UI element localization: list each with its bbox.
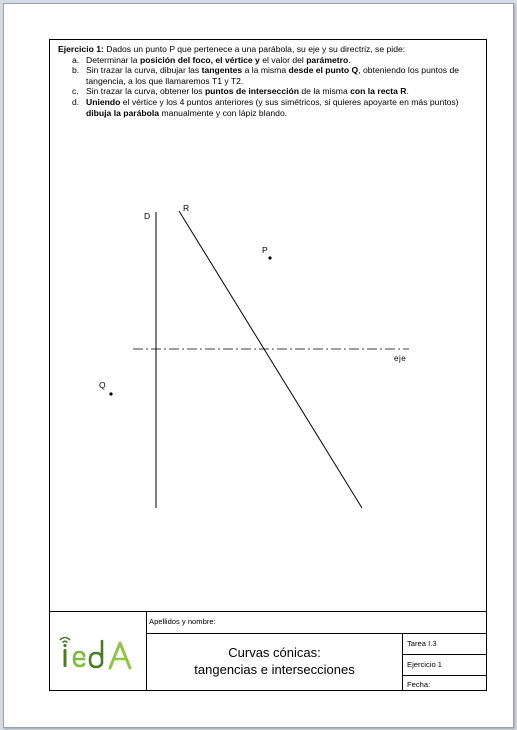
title-block-row-rule-2 (402, 675, 487, 676)
exercise-item-emphasis: desde el punto Q (288, 65, 359, 76)
exercise-item-emphasis: puntos de intersección (204, 86, 300, 97)
exercise-item-emphasis: posición del foco, el vértice y (139, 54, 260, 65)
exercise-item-letter: a. (72, 54, 80, 65)
exercise-item-text: Determinar la (86, 54, 140, 65)
exercise-item-letter: d. (72, 96, 80, 107)
exercise-item-text: , obteniendo los puntos de tangencia, a los que llamaremos T1 y T2. (86, 65, 460, 86)
exercise-item-text: . (348, 54, 351, 65)
exercise-item-letter: b. (72, 65, 80, 76)
axis-label: eje (394, 354, 407, 363)
exercise-item-text: Sin trazar la curva, obtener los (86, 86, 205, 97)
exercise-item-letter: c. (72, 86, 79, 97)
date-field: Fecha: (407, 680, 431, 689)
exercise-item-emphasis: Uniendo (86, 96, 121, 107)
exercise-item-text: manualmente y con lápiz blando. (159, 107, 288, 118)
exercise-heading: Ejercicio 1: (58, 44, 104, 54)
line-r-label: R (183, 203, 190, 213)
ieda-logo (58, 633, 140, 673)
title-block-info-separator (402, 633, 403, 691)
exercise-field: Ejercicio 1 (407, 660, 443, 669)
exercise-intro-text: Dados un punto P que pertenece a una parábola, su eje y su directriz, se pide: (106, 44, 406, 54)
point-p-label: P (262, 245, 268, 255)
title-block-top-rule (49, 611, 487, 612)
task-field: Tarea I.3 (407, 639, 437, 648)
line-r (179, 211, 362, 508)
exercise-item-emphasis: parámetro (306, 54, 349, 65)
sheet-title-line-2: tangencias e intersecciones (194, 662, 355, 677)
exercise-item-text: Sin trazar la curva, dibujar las (86, 65, 202, 76)
title-block-name-rule (146, 633, 487, 634)
directrix-label: D (144, 211, 151, 221)
point-p (268, 256, 271, 259)
exercise-item-emphasis: tangentes (201, 65, 243, 76)
exercise-item-emphasis: dibuja la parábola (86, 107, 160, 118)
name-field-label: Apellidos y nombre: (149, 617, 216, 626)
sheet-title (147, 644, 402, 678)
exercise-item-text: el vértice y los 4 puntos anteriores (y sus simétricos, si quieres apoyarte en más puntos) (120, 96, 459, 107)
exercise-item-text: de la misma (299, 86, 351, 97)
exercise-item-emphasis: con la recta R (350, 86, 407, 97)
title-block-row-rule-1 (402, 654, 487, 655)
point-q-label: Q (99, 380, 106, 390)
point-q (109, 392, 112, 395)
exercise-item-text: el valor del (259, 54, 307, 65)
exercise-item-text: a la misma (242, 65, 289, 76)
sheet-title-line-1: Curvas cónicas: (228, 645, 321, 660)
exercise-item-text: . (406, 86, 409, 97)
